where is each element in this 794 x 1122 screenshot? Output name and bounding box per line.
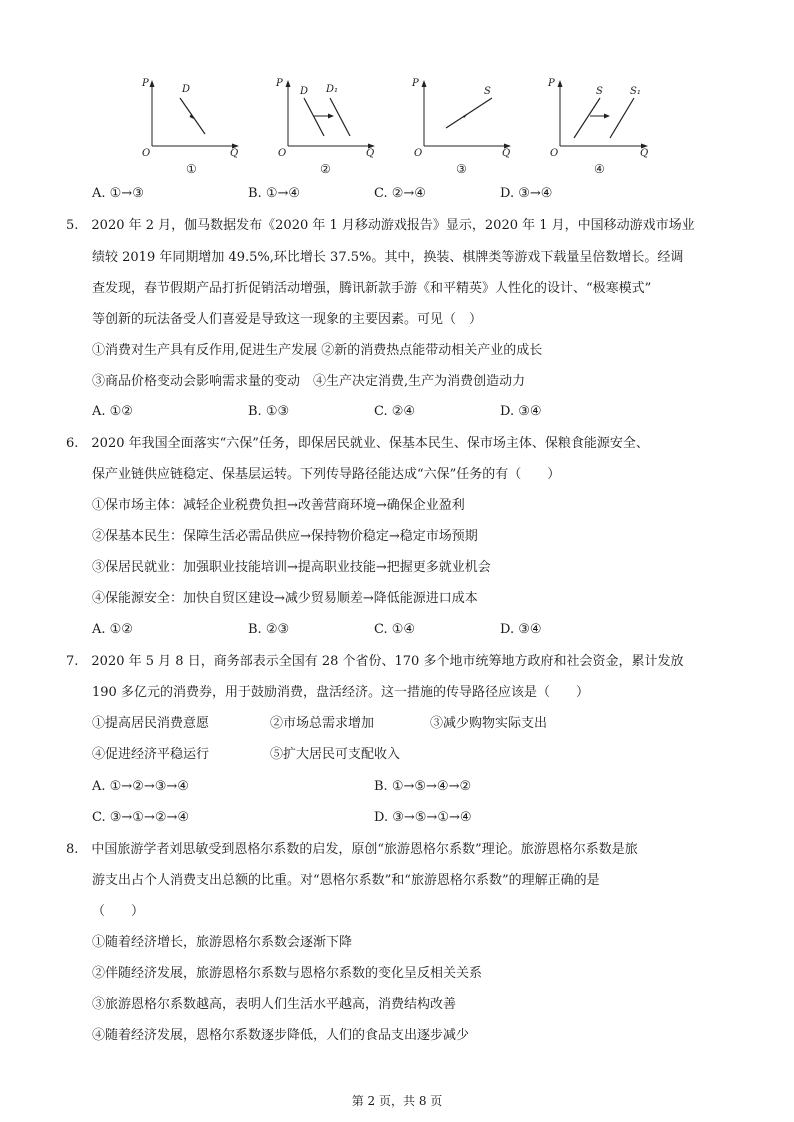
question-text: 190 多亿元的消费券，用于鼓励消费，盘活经济。这一措施的传导路径应该是（ ）	[92, 685, 589, 700]
answer-bracket: （ ）	[92, 904, 145, 919]
option-a: A. ①②	[92, 404, 133, 419]
statement: ⑤扩大居民可支配收入	[270, 747, 401, 762]
p-axis-label: P	[276, 78, 283, 89]
statement: ③旅游恩格尔系数越高，表明人们生活水平越高，消费结构改善	[92, 997, 457, 1012]
statement: ③保居民就业：加强职业技能培训→提高职业技能→把握更多就业机会	[92, 560, 491, 575]
option-a: A. ①→③	[92, 186, 144, 201]
origin-label: O	[550, 148, 559, 159]
question-text: 绩较 2019 年同期增加 49.5%,环比增长 37.5%。其中，换装、棋牌类等游戏下载量呈倍数增长。经调	[92, 250, 684, 265]
option-c: C. ③→①→②→④	[92, 810, 190, 825]
question-text: 保产业链供应链稳定、保基层运转。下列传导路径能达成“六保”任务的有（ ）	[92, 467, 561, 482]
q-axis-label: Q	[640, 148, 649, 159]
option-d: D. ③④	[500, 622, 542, 637]
statement: ④保能源安全：加快自贸区建设→减少贸易顺差→降低能源进口成本	[92, 591, 478, 606]
option-d: D. ③→④	[500, 186, 553, 201]
statement: ②市场总需求增加	[270, 716, 375, 731]
p-axis-label: P	[412, 78, 419, 89]
curve-label-shifted: D₁	[326, 84, 339, 95]
graph-number: ②	[320, 162, 331, 176]
question-text: 5. 2020 年 2 月，伽马数据发布《2020 年 1 月移动游戏报告》显示，2020 年 1 月，中国移动游戏市场业	[66, 218, 695, 233]
question-text: 查发现，春节假期产品打折促销活动增强，腾讯新款手游《和平精英》人性化的设计、“极寒模式”	[92, 281, 652, 296]
statement: ①消费对生产具有反作用,促进生产发展 ②新的消费热点能带动相关产业的成长	[92, 343, 543, 358]
graph-1	[130, 76, 250, 186]
curve-label: D	[182, 84, 191, 95]
question-text: 7. 2020 年 5 月 8 日，商务部表示全国有 28 个省份、170 多个地市统筹地方政府和社会资金，累计发放	[66, 654, 684, 669]
statement: ②伴随经济发展，旅游恩格尔系数与恩格尔系数的变化呈反相关关系	[92, 966, 483, 981]
supply-demand-graphs	[130, 76, 670, 186]
statement: ①提高居民消费意愿	[92, 716, 210, 731]
statement: ①随着经济增长，旅游恩格尔系数会逐渐下降	[92, 935, 353, 950]
p-axis-label: P	[548, 78, 555, 89]
question-text: 游支出占个人消费支出总额的比重。对“恩格尔系数”和“旅游恩格尔系数”的理解正确的是	[92, 873, 600, 888]
option-b: B. ①→④	[248, 186, 301, 201]
option-d: D. ③→⑤→①→④	[374, 810, 472, 825]
option-b: B. ②③	[248, 622, 290, 637]
option-b: B. ①③	[248, 404, 290, 419]
origin-label: O	[414, 148, 423, 159]
option-b: B. ①→⑤→④→②	[374, 779, 472, 794]
p-axis-label: P	[142, 78, 149, 89]
graph-2	[268, 76, 388, 186]
statement: ③减少购物实际支出	[430, 716, 548, 731]
question-text: 8. 中国旅游学者刘思敏受到恩格尔系数的启发，原创“旅游恩格尔系数”理论。旅游恩格尔系数是旅	[66, 842, 638, 857]
graph-3	[406, 76, 526, 186]
page-footer: 第 2 页，共 8 页	[351, 1094, 443, 1108]
option-c: C. ①④	[374, 622, 416, 637]
graph-4	[544, 76, 664, 186]
graph-number: ③	[456, 162, 467, 176]
q-axis-label: Q	[502, 148, 511, 159]
statement: ④随着经济发展，恩格尔系数逐步降低，人们的食品支出逐步减少	[92, 1028, 470, 1043]
option-c: C. ②→④	[374, 186, 426, 201]
option-d: D. ③④	[500, 404, 542, 419]
option-c: C. ②④	[374, 404, 416, 419]
curve-label-shifted: S₁	[630, 86, 641, 97]
question-text: 6. 2020 年我国全面落实“六保”任务，即保居民就业、保基本民生、保市场主体、保粮食能源安全、	[66, 436, 649, 451]
curve-label: S	[484, 86, 491, 97]
question-text: 等创新的玩法备受人们喜爱是导致这一现象的主要因素。可见（ ）	[92, 312, 483, 327]
q-axis-label: Q	[230, 148, 239, 159]
graph-number: ④	[594, 162, 605, 176]
option-a: A. ①→②→③→④	[92, 779, 189, 794]
q-axis-label: Q	[366, 148, 375, 159]
origin-label: O	[142, 148, 151, 159]
statement: ③商品价格变动会影响需求量的变动 ④生产决定消费,生产为消费创造动力	[92, 374, 526, 389]
origin-label: O	[278, 148, 287, 159]
curve-label: D	[300, 86, 309, 97]
statement: ④促进经济平稳运行	[92, 747, 210, 762]
curve-label: S	[596, 86, 603, 97]
graph-number: ①	[186, 162, 197, 176]
statement: ②保基本民生：保障生活必需品供应→保持物价稳定→稳定市场预期	[92, 529, 478, 544]
statement: ①保市场主体：减轻企业税费负担→改善营商环境→确保企业盈利	[92, 498, 465, 513]
option-a: A. ①②	[92, 622, 133, 637]
